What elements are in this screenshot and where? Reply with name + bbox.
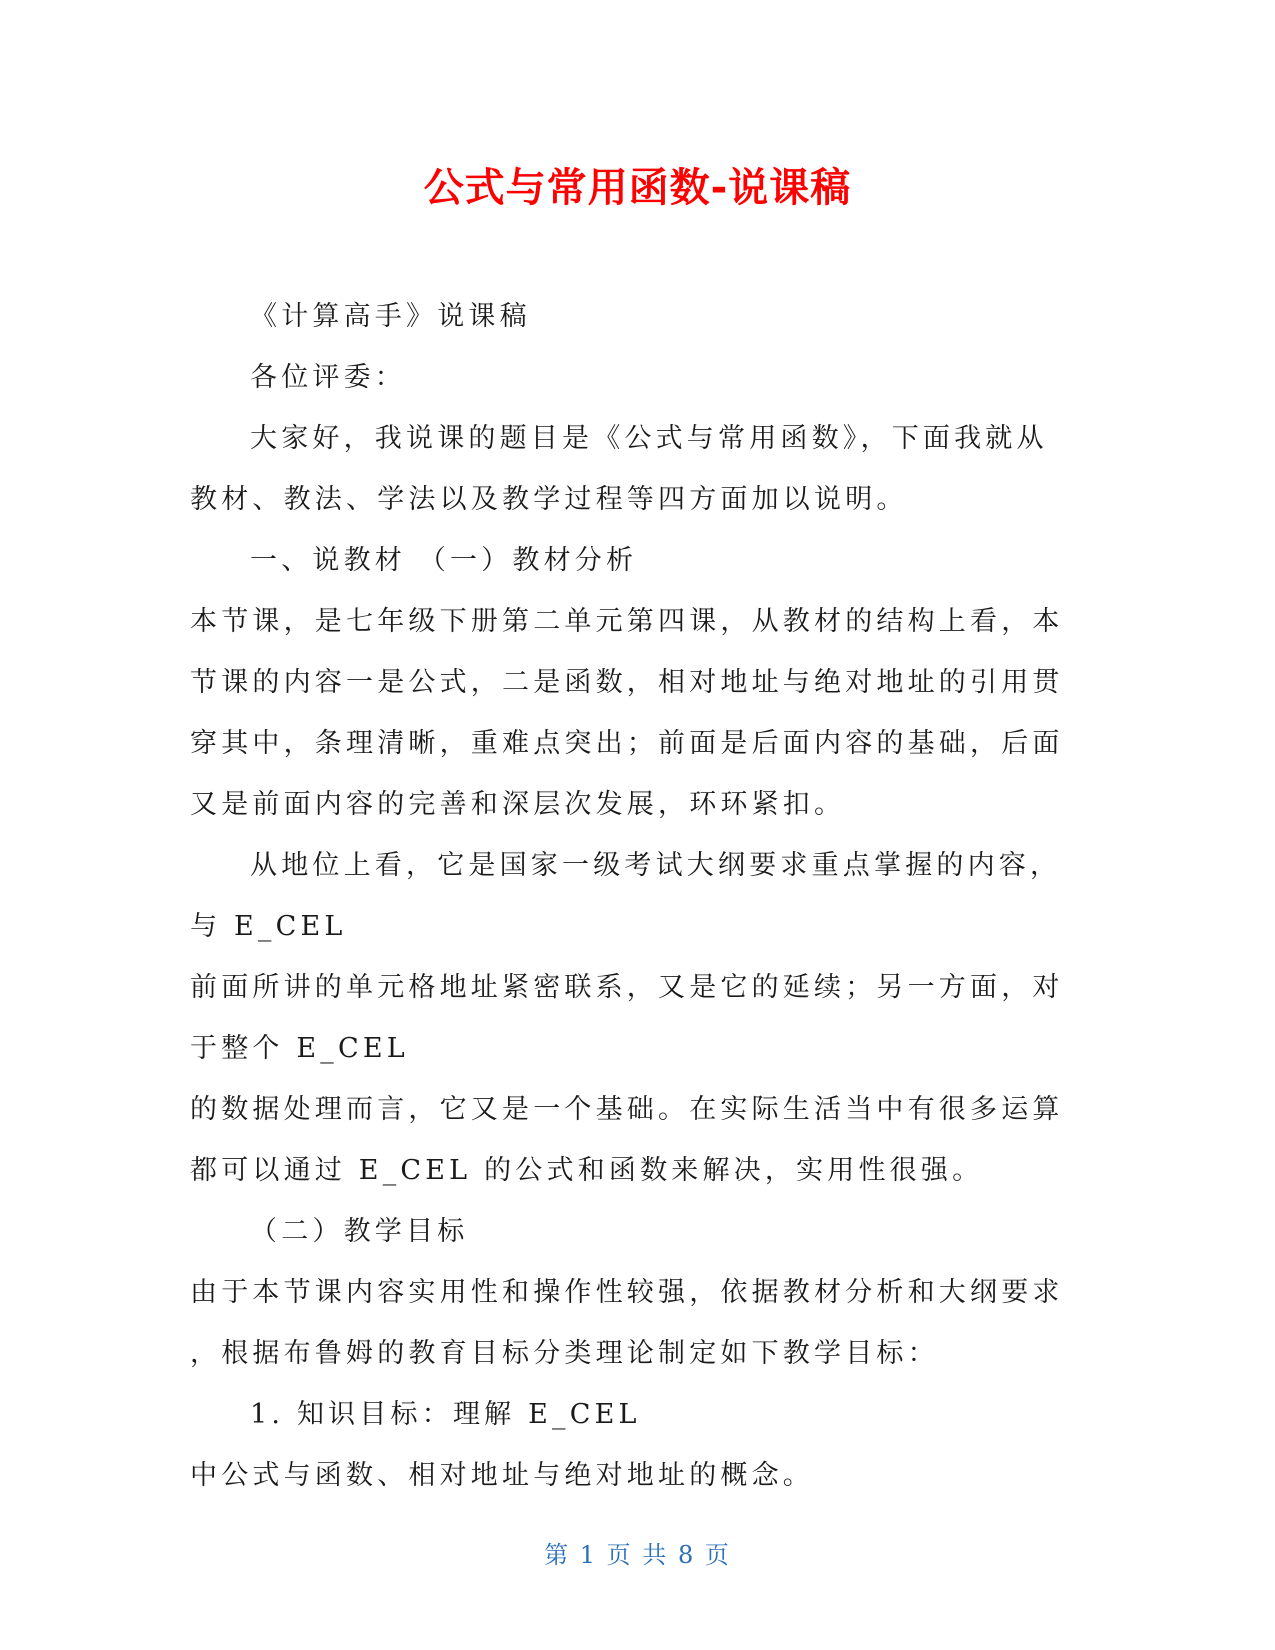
body-line: 大家好，我说课的题目是《公式与常用函数》，下面我就从 — [250, 423, 1048, 454]
body-line: 中公式与函数、相对地址与绝对地址的概念。 — [190, 1460, 814, 1491]
section-heading: 一、说教材 （一）教材分析 — [250, 545, 638, 576]
body-line: 各位评委： — [250, 362, 406, 393]
page-number-footer: 第 1 页 共 8 页 — [544, 1541, 731, 1569]
body-line: 的数据处理而言，它又是一个基础。在实际生活当中有很多运算 — [190, 1094, 1064, 1125]
body-line: 从地位上看，它是国家一级考试大纲要求重点掌握的内容， — [250, 850, 1062, 881]
body-line: 节课的内容一是公式，二是函数，相对地址与绝对地址的引用贯 — [190, 667, 1064, 698]
section-heading: （二）教学目标 — [250, 1216, 469, 1247]
body-line: 都可以通过 E_CEL 的公式和函数来解决，实用性很强。 — [190, 1155, 984, 1186]
body-line: 本节课，是七年级下册第二单元第四课，从教材的结构上看，本 — [190, 606, 1064, 637]
document-title: 公式与常用函数-说课稿 — [423, 165, 852, 211]
body-line: 前面所讲的单元格地址紧密联系，又是它的延续；另一方面，对 — [190, 972, 1064, 1003]
body-line: 穿其中，条理清晰，重难点突出；前面是后面内容的基础，后面 — [190, 728, 1064, 759]
body-line: 与 E_CEL — [190, 911, 347, 942]
body-line: 由于本节课内容实用性和操作性较强，依据教材分析和大纲要求 — [190, 1277, 1064, 1308]
body-line: 教材、教法、学法以及教学过程等四方面加以说明。 — [190, 484, 908, 515]
body-line: 又是前面内容的完善和深层次发展，环环紧扣。 — [190, 789, 846, 820]
document-body — [190, 297, 1070, 1517]
body-line: 1. 知识目标：理解 E_CEL — [250, 1399, 641, 1430]
body-line: 《计算高手》说课稿 — [250, 301, 531, 332]
body-line: 于整个 E_CEL — [190, 1033, 409, 1064]
body-line: ，根据布鲁姆的教育目标分类理论制定如下教学目标： — [190, 1338, 939, 1369]
